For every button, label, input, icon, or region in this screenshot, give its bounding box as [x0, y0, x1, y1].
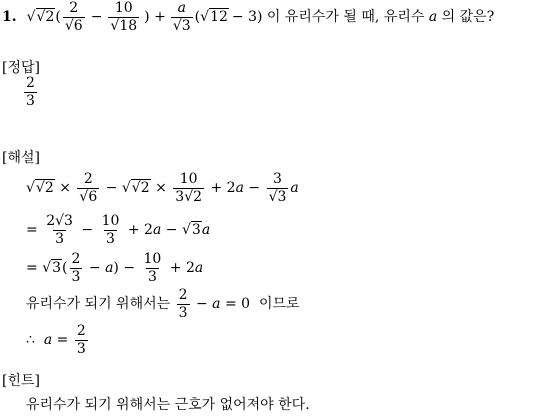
answer-label: [정답]	[2, 60, 40, 76]
fraction-a-over-root3: $\frac{a}{√3}$	[172, 0, 191, 34]
solution-line-1: √√2 × $\frac{2}{√6}$ − √√2 × $\frac{10}{3√2}$ + 2 a − $\frac{3}{√3}$ a	[26, 170, 299, 205]
solution-line-5: ∴ a = $\frac{2}{3}$	[26, 322, 86, 357]
minus-3-close: − 3)	[231, 9, 263, 25]
problem-tail: 이 유리수가 될 때, 유리수	[262, 9, 429, 25]
close-plus: ) +	[144, 9, 166, 25]
fraction-2-over-root6: $\frac{2}{√6}$	[64, 0, 83, 34]
solution-label: [해설]	[2, 150, 40, 166]
problem-number: 1.	[2, 9, 17, 25]
paren-open-2: (	[194, 9, 201, 25]
variable-a: a	[428, 9, 438, 25]
answer-fraction: $\frac{2}{3}$	[26, 75, 35, 109]
solution-line-4: 유리수가 되기 위해서는 $\frac{2}{3}$ − a = 0 이므로	[26, 286, 300, 321]
sqrt-12: √12	[200, 9, 228, 25]
problem-line	[2, 0, 494, 34]
solution-line-3: = √3 ( $\frac{2}{3}$ − a ) − $\frac{10}{3}$ + 2 a	[26, 250, 204, 285]
paren-open: (	[55, 9, 61, 25]
hint-text: 유리수가 되기 위해서는 근호가 없어져야 한다.	[26, 397, 310, 413]
solution-line-2: = $\frac{2√3}{3}$ − $\frac{10}{3}$ + 2 a − √3 a	[26, 212, 211, 247]
fraction-10-over-root18: $\frac{10}{√18}$	[110, 0, 138, 34]
minus-sign: −	[90, 9, 103, 25]
hint-label: [힌트]	[2, 373, 40, 389]
problem-tail-2: 의 값은?	[437, 9, 495, 25]
sqrt-2: √√2	[26, 9, 55, 25]
